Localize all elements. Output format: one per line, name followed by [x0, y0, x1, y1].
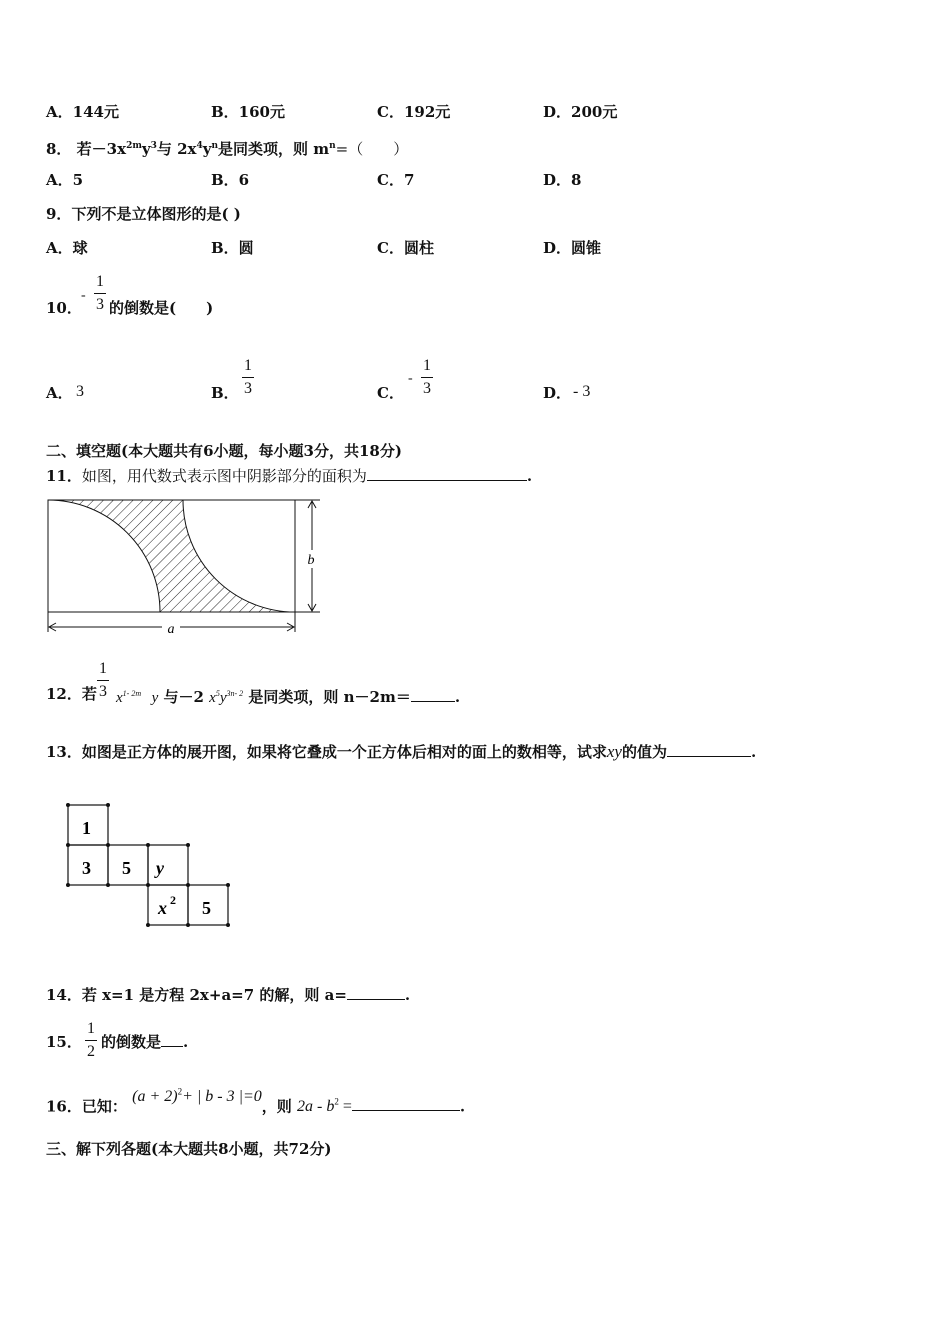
cell-y: y [156, 858, 164, 878]
q7-option-c: C．192元 [377, 103, 451, 121]
q9-option-b: B．圆 [211, 239, 254, 257]
q10-option-d-value: - 3 [573, 383, 591, 400]
q7-option-b: B．160元 [211, 103, 285, 121]
q10-option-d-label: D． [543, 384, 572, 402]
q16-question: 16．已知： $(a + 2)^2+$ | b - 3 |=0，则 $2a - b^2$ = . [46, 1087, 466, 1116]
section-2-title: 二、填空题(本大题共有6小题，每小题3分，共18分) [46, 442, 402, 460]
q11-number: 11． [46, 467, 82, 485]
q8-option-c: C．7 [377, 171, 415, 189]
q9-text: 下列不是立体图形的是( ) [71, 205, 241, 223]
q10-option-a-label: A． [46, 384, 73, 402]
q15-fraction: 1 2 [87, 1020, 95, 1060]
q10-option-c-fraction: 1 3 [423, 357, 431, 397]
q10-option-c-label: C． [377, 384, 404, 402]
cell-5a: 5 [122, 858, 131, 878]
q13-question: 13．如图是正方体的展开图，如果将它叠成一个正方体后相对的面上的数相等，试求xy的值为 . [46, 742, 757, 761]
cell-5b: 5 [202, 898, 211, 918]
q10-option-a-value: 3 [76, 383, 84, 400]
q12-answer-blank[interactable] [411, 687, 455, 702]
q7-option-d: D．200元 [543, 103, 618, 121]
q15-text: 的倒数是 . [101, 1033, 189, 1051]
q9-option-a: A．球 [46, 239, 88, 257]
cell-x-exponent: 2 [170, 893, 176, 907]
q12-expression: $x^{1- 2m}$ y 与－2 $x^5y^{3n- 2}$ 是同类项，则 n－2m＝ . [116, 688, 461, 706]
q9-number: 9． [46, 205, 72, 223]
q8-option-b: B．6 [211, 171, 250, 189]
q9-option-d: D．圆锥 [543, 239, 602, 257]
section-3-title: 三、解下列各题(本大题共8小题，共72分) [46, 1140, 332, 1158]
q10-option-b-fraction: 1 3 [244, 357, 252, 397]
q11-text: 如图，用代数式表示图中阴影部分的面积为 [81, 467, 367, 485]
q14-answer-blank[interactable] [347, 985, 405, 1000]
q13-cube-net [60, 798, 240, 933]
q15-number: 15． [46, 1033, 82, 1051]
q9-option-c: C．圆柱 [377, 239, 434, 257]
q8-option-a: A．5 [46, 171, 84, 189]
q11-figure [40, 494, 330, 639]
q11-question: 11．如图，用代数式表示图中阴影部分的面积为 . [46, 467, 533, 485]
q10-fraction: 1 3 [96, 273, 104, 313]
q10-option-b-label: B． [211, 384, 239, 402]
q14-question: 14．若 x=1 是方程 2x+a=7 的解，则 a= . [46, 986, 411, 1004]
q10-text: 的倒数是( ) [109, 299, 214, 317]
q15-answer-blank[interactable] [161, 1032, 183, 1047]
cell-1: 1 [82, 818, 91, 838]
q8-question [46, 136, 408, 159]
q13-answer-blank[interactable] [667, 742, 751, 757]
label-b: b [307, 553, 315, 568]
q8-number: 8． [46, 140, 72, 158]
q12-fraction: 1 3 [99, 660, 107, 700]
shaded-region [48, 500, 295, 612]
q12-number: 12．若 [46, 685, 97, 703]
label-a: a [167, 622, 175, 637]
q10-option-c-sign: - [408, 371, 413, 386]
q9-question [46, 204, 241, 224]
q8-text: 若$-3x^{2m}y^3$与 $2x^4y^n$是同类项，则 $m^n=$（ ） [76, 140, 409, 158]
q10-sign: - [81, 288, 86, 303]
q11-answer-blank[interactable] [367, 466, 527, 481]
cell-3: 3 [82, 858, 91, 878]
q10-number: 10． [46, 299, 82, 317]
q8-option-d: D．8 [543, 171, 582, 189]
q7-option-a: A．144元 [46, 103, 119, 121]
cell-x: x [158, 898, 167, 918]
q16-answer-blank[interactable] [352, 1096, 460, 1111]
